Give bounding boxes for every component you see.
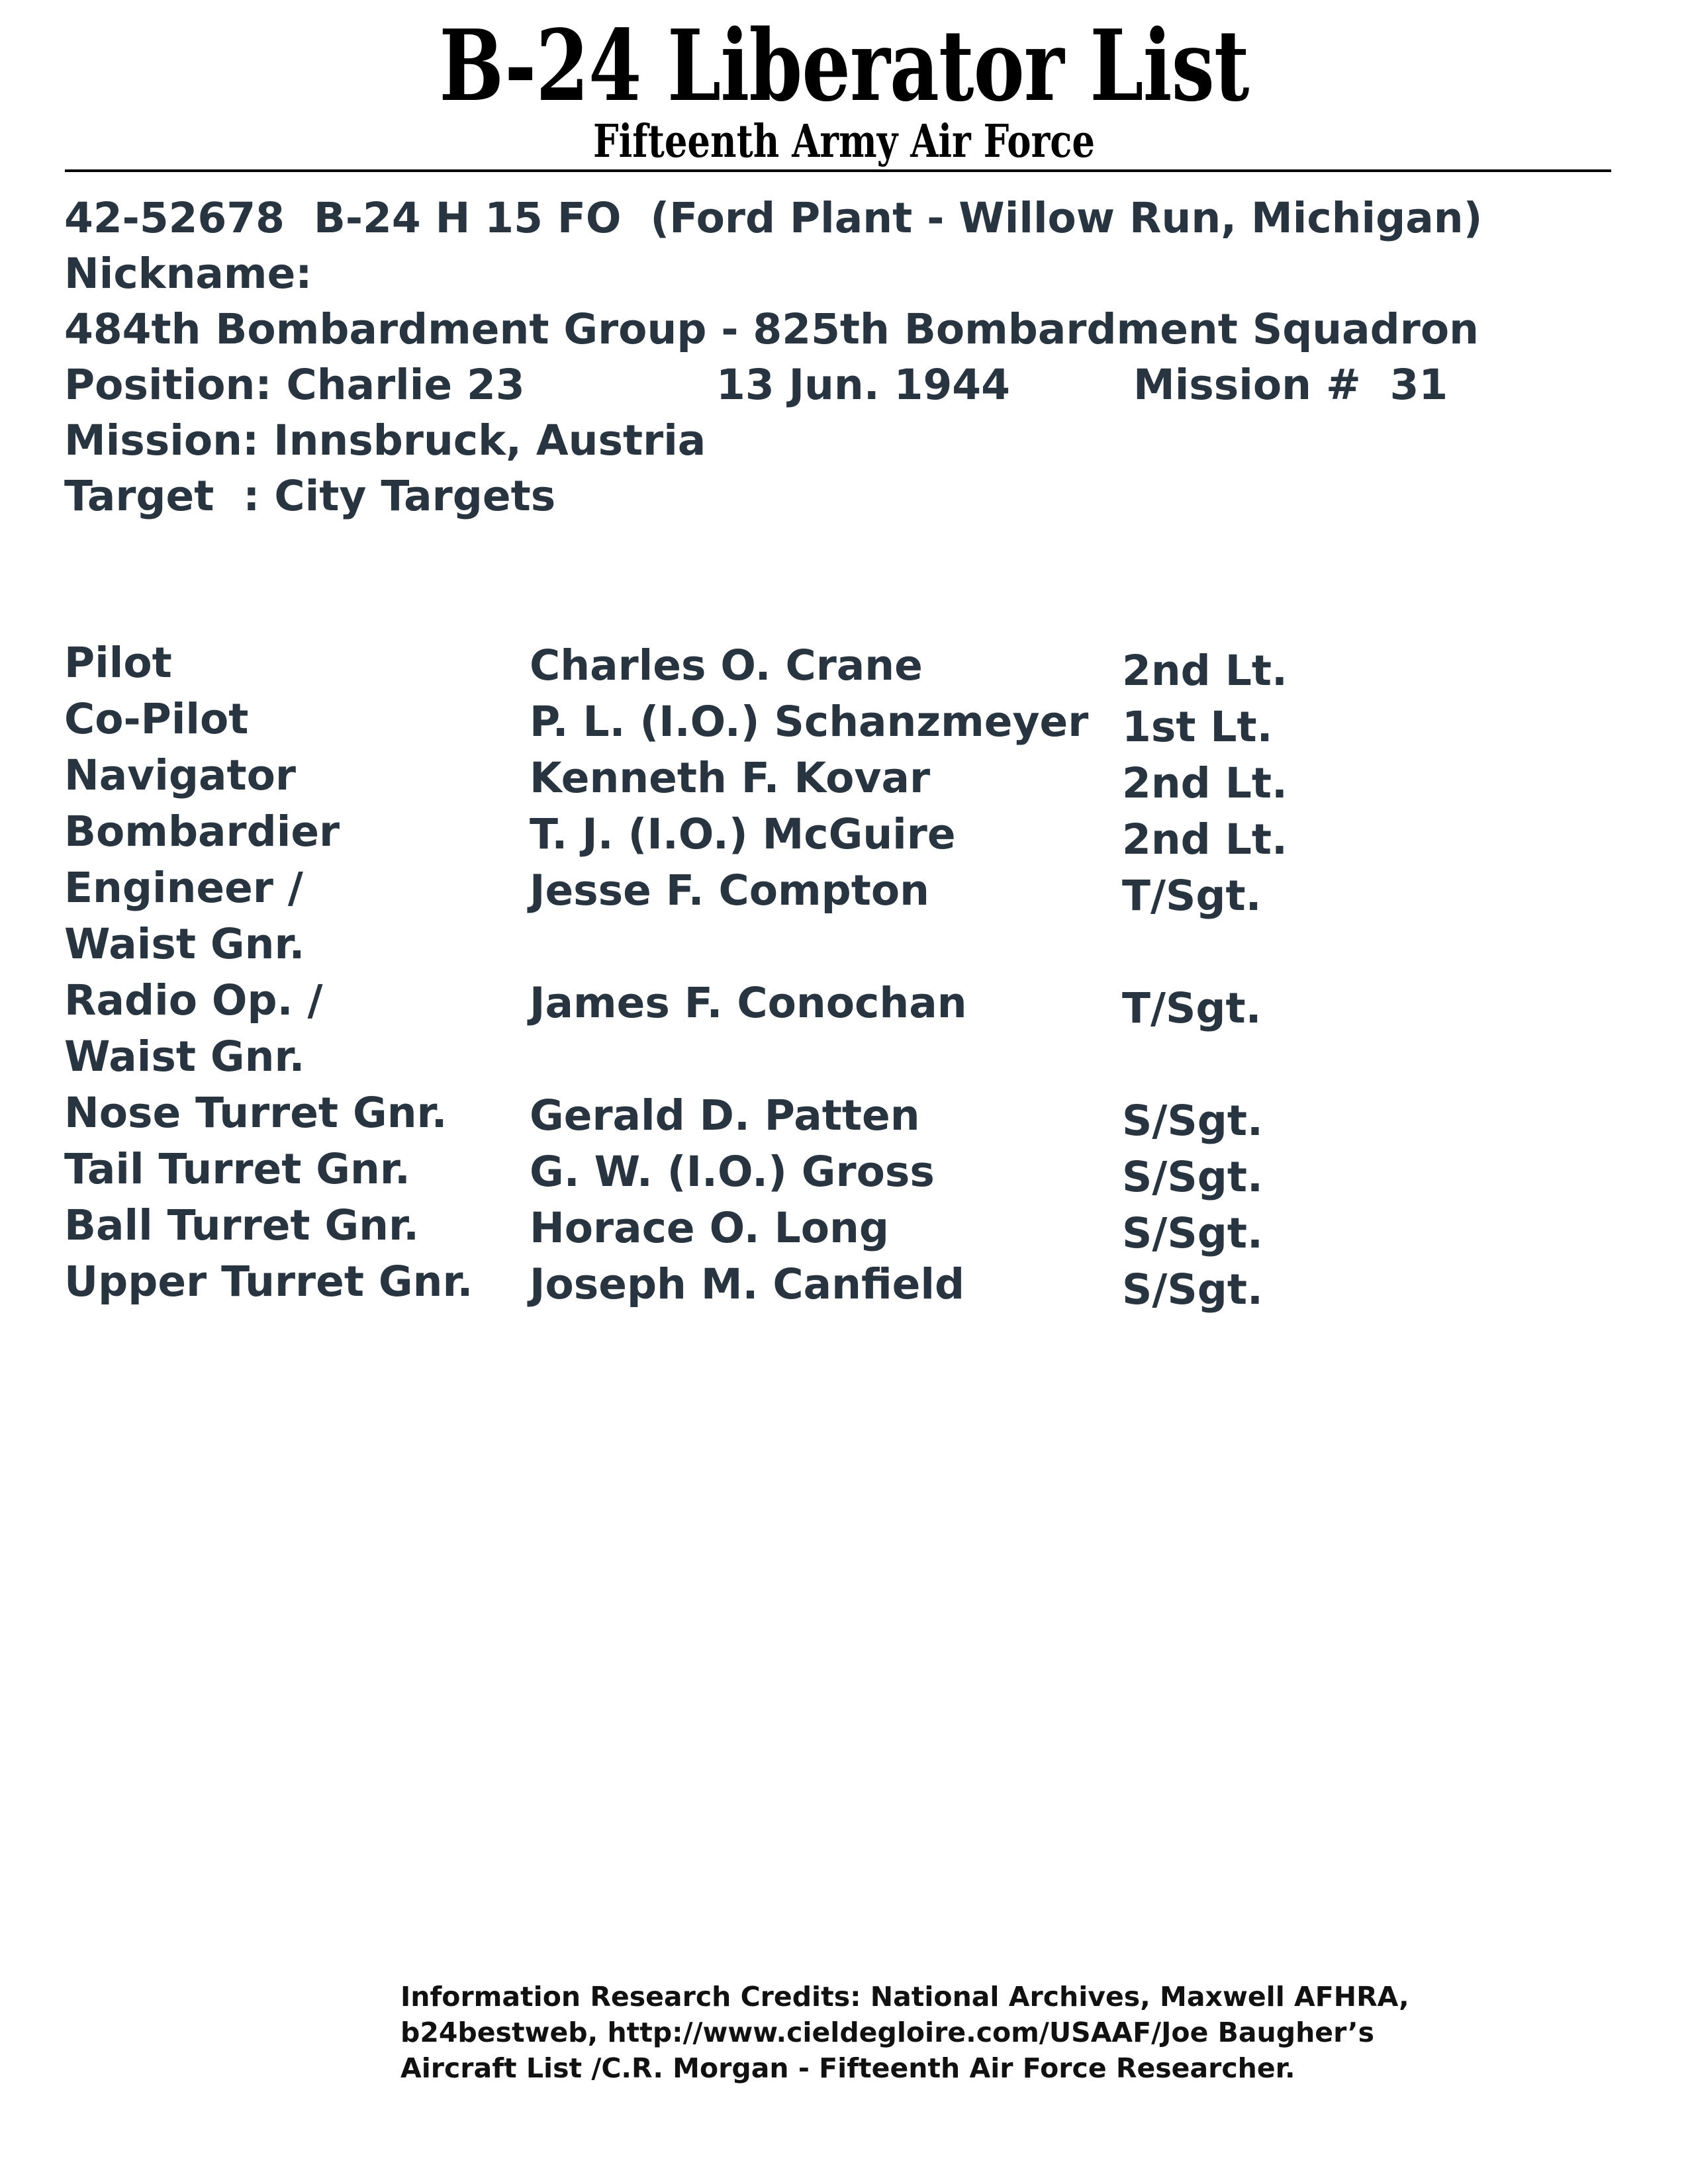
crew-rank: S/Sgt. <box>1122 1097 1263 1145</box>
crew-name: Gerald D. Patten <box>530 1091 920 1140</box>
crew-name: Charles O. Crane <box>530 641 923 690</box>
crew-rank: S/Sgt. <box>1122 1265 1263 1314</box>
crew-position: Radio Op. / <box>64 976 323 1024</box>
crew-position: Co-Pilot <box>64 695 249 743</box>
group-squadron-line: 484th Bombardment Group - 825th Bombardment Squadron <box>64 305 1479 353</box>
formation-position: Position: Charlie 23 <box>64 361 525 409</box>
crew-name: James F. Conochan <box>530 979 967 1027</box>
research-credits <box>400 1979 1526 2086</box>
mission-number: Mission # 31 <box>1133 361 1448 409</box>
crew-rank: T/Sgt. <box>1122 984 1262 1032</box>
credits-line: b24bestweb, http://www.cieldegloire.com/USAAF/Joe Baugher’s <box>400 2017 1375 2048</box>
crew-position: Pilot <box>64 639 172 687</box>
crew-rank: T/Sgt. <box>1122 872 1262 920</box>
target-line: Target : City Targets <box>64 472 556 520</box>
aircraft-serial-line: 42-52678 B-24 H 15 FO (Ford Plant - Willow Run, Michigan) <box>64 194 1483 242</box>
crew-rank: 2nd Lt. <box>1122 759 1288 807</box>
nickname-label: Nickname: <box>64 250 312 298</box>
crew-position: Ball Turret Gnr. <box>64 1201 420 1250</box>
crew-position: Tail Turret Gnr. <box>64 1145 410 1193</box>
mission-date: 13 Jun. 1944 <box>716 361 1010 409</box>
crew-position: Engineer / <box>64 864 303 912</box>
crew-rank: S/Sgt. <box>1122 1209 1263 1257</box>
crew-name: G. W. (I.O.) Gross <box>530 1148 935 1196</box>
crew-position: Navigator <box>64 751 296 799</box>
document-title: B-24 Liberator List <box>439 8 1249 123</box>
crew-rank: 1st Lt. <box>1122 703 1273 751</box>
crew-name: Kenneth F. Kovar <box>530 754 931 802</box>
credits-line: Aircraft List /C.R. Morgan - Fifteenth Air Force Researcher. <box>400 2052 1295 2084</box>
crew-rank: 2nd Lt. <box>1122 815 1288 864</box>
crew-position: Bombardier <box>64 807 340 856</box>
crew-position-continued: Waist Gnr. <box>64 920 305 968</box>
crew-position: Upper Turret Gnr. <box>64 1257 473 1306</box>
crew-name: Joseph M. Canfield <box>530 1260 965 1308</box>
crew-position-continued: Waist Gnr. <box>64 1032 305 1081</box>
crew-name: Jesse F. Compton <box>530 866 929 915</box>
crew-rank: S/Sgt. <box>1122 1153 1263 1201</box>
crew-name: T. J. (I.O.) McGuire <box>530 810 956 858</box>
credits-line: Information Research Credits: National Archives, Maxwell AFHRA, <box>400 1981 1409 2013</box>
crew-position: Nose Turret Gnr. <box>64 1089 447 1137</box>
crew-name: Horace O. Long <box>530 1204 890 1252</box>
mission-line: Mission: Innsbruck, Austria <box>64 416 706 465</box>
crew-name: P. L. (I.O.) Schanzmeyer <box>530 698 1089 746</box>
crew-rank: 2nd Lt. <box>1122 647 1288 695</box>
document-subtitle: Fifteenth Army Air Force <box>593 115 1095 168</box>
